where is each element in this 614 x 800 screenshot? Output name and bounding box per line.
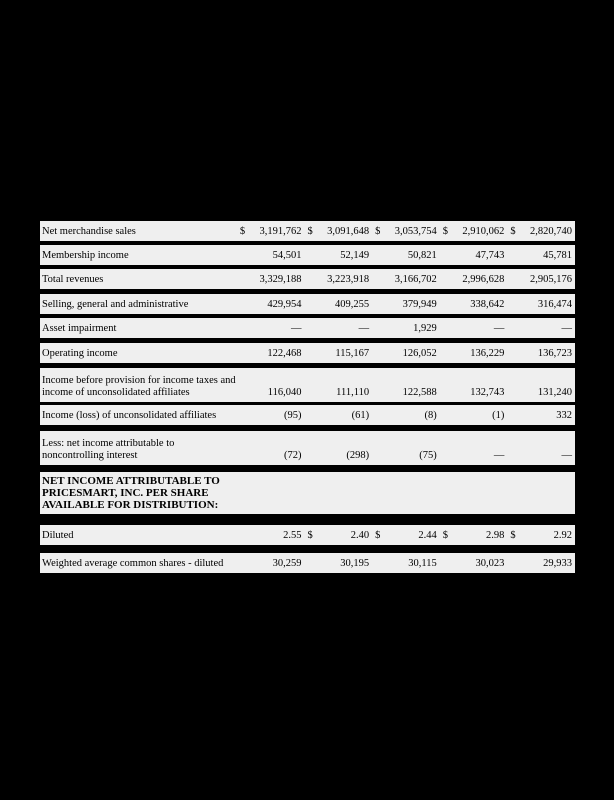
value-cell: 30,023 [475,558,505,569]
row-label: Weighted average common shares - diluted [42,558,224,569]
value-cell: 3,091,648 [327,226,370,237]
value-cell: 30,259 [272,558,302,569]
value-cell: 2.92 [553,530,572,541]
table-row [40,221,575,241]
row-label: Income before provision for income taxes and income of unconsolidated affiliates [42,375,236,398]
value-cell: 429,954 [267,299,302,310]
value-cell: 2,820,740 [529,226,572,237]
table-row [40,294,575,314]
value-cell: 3,166,702 [394,274,437,285]
section-heading: NET INCOME ATTRIBUTABLE TO PRICESMART, INC. PER SHARE AVAILABLE FOR DISTRIBUTION: [42,475,220,511]
value-cell: (72) [283,450,302,461]
value-cell: — [493,323,505,334]
value-cell: 111,110 [336,387,370,398]
value-cell: 122,468 [267,348,302,359]
value-cell: 30,115 [408,558,437,569]
value-cell: (95) [283,410,302,421]
value-cell: 2,910,062 [462,226,505,237]
currency-symbol: $ [442,226,448,237]
value-cell: 45,781 [543,250,572,261]
currency-symbol: $ [375,530,381,541]
currency-symbol: $ [375,226,381,237]
value-cell: — [561,323,572,334]
value-cell: 115,167 [335,348,370,359]
currency-symbol: $ [307,530,313,541]
row-label: Net merchandise sales [42,226,136,237]
value-cell: 47,743 [475,250,505,261]
table-row [40,431,575,465]
row-label: Asset impairment [42,323,117,334]
value-cell: (61) [351,410,370,421]
value-cell: 54,501 [272,250,302,261]
table-row [40,245,575,265]
value-cell: 3,329,188 [259,274,302,285]
currency-symbol: $ [510,226,516,237]
row-label: Diluted [42,530,74,541]
currency-symbol: $ [307,226,313,237]
value-cell: 136,723 [537,348,572,359]
value-cell: 30,195 [340,558,370,569]
value-cell: 2.98 [485,530,505,541]
value-cell: 131,240 [537,387,572,398]
table-row [40,525,575,545]
value-cell: 338,642 [470,299,505,310]
value-cell: (75) [419,450,437,461]
value-cell: 3,053,754 [394,226,437,237]
value-cell: 50,821 [407,250,437,261]
value-cell: 136,229 [470,348,505,359]
value-cell: 316,474 [537,299,572,310]
value-cell: — [358,323,370,334]
currency-symbol: $ [510,530,516,541]
value-cell: 126,052 [402,348,437,359]
income-statement-table [40,221,575,573]
value-cell: (1) [492,410,505,421]
table-row [40,472,575,514]
table-row [40,343,575,363]
row-label: Less: net income attributable to noncontrolling interest [42,438,175,461]
value-cell: (298) [346,450,370,461]
value-cell: 2,996,628 [462,274,505,285]
value-cell: 409,255 [334,299,370,310]
row-label: Selling, general and administrative [42,299,189,310]
value-cell: 132,743 [470,387,505,398]
row-label: Operating income [42,348,118,359]
value-cell: — [561,450,572,461]
row-label: Total revenues [42,274,104,285]
row-label: Membership income [42,250,129,261]
value-cell: (8) [424,410,437,421]
table-row [40,368,575,402]
value-cell: 2,905,176 [529,274,572,285]
table-row [40,318,575,338]
value-cell: 116,040 [267,387,302,398]
value-cell: 1,929 [413,323,437,334]
currency-symbol: $ [239,226,246,237]
value-cell: 3,223,918 [327,274,370,285]
table-row [40,553,575,573]
value-cell: — [290,323,302,334]
value-cell: — [493,450,505,461]
value-cell: 122,588 [402,387,437,398]
value-cell: 2.44 [418,530,437,541]
value-cell: 379,949 [402,299,437,310]
value-cell: 3,191,762 [259,226,302,237]
value-cell: 52,149 [340,250,370,261]
value-cell: 2.40 [350,530,370,541]
value-cell: 2.55 [283,530,302,541]
table-row [40,405,575,425]
table-row [40,269,575,289]
value-cell: 29,933 [543,558,572,569]
currency-symbol: $ [442,530,448,541]
row-label: Income (loss) of unconsolidated affiliates [42,410,217,421]
value-cell: 332 [556,410,572,421]
